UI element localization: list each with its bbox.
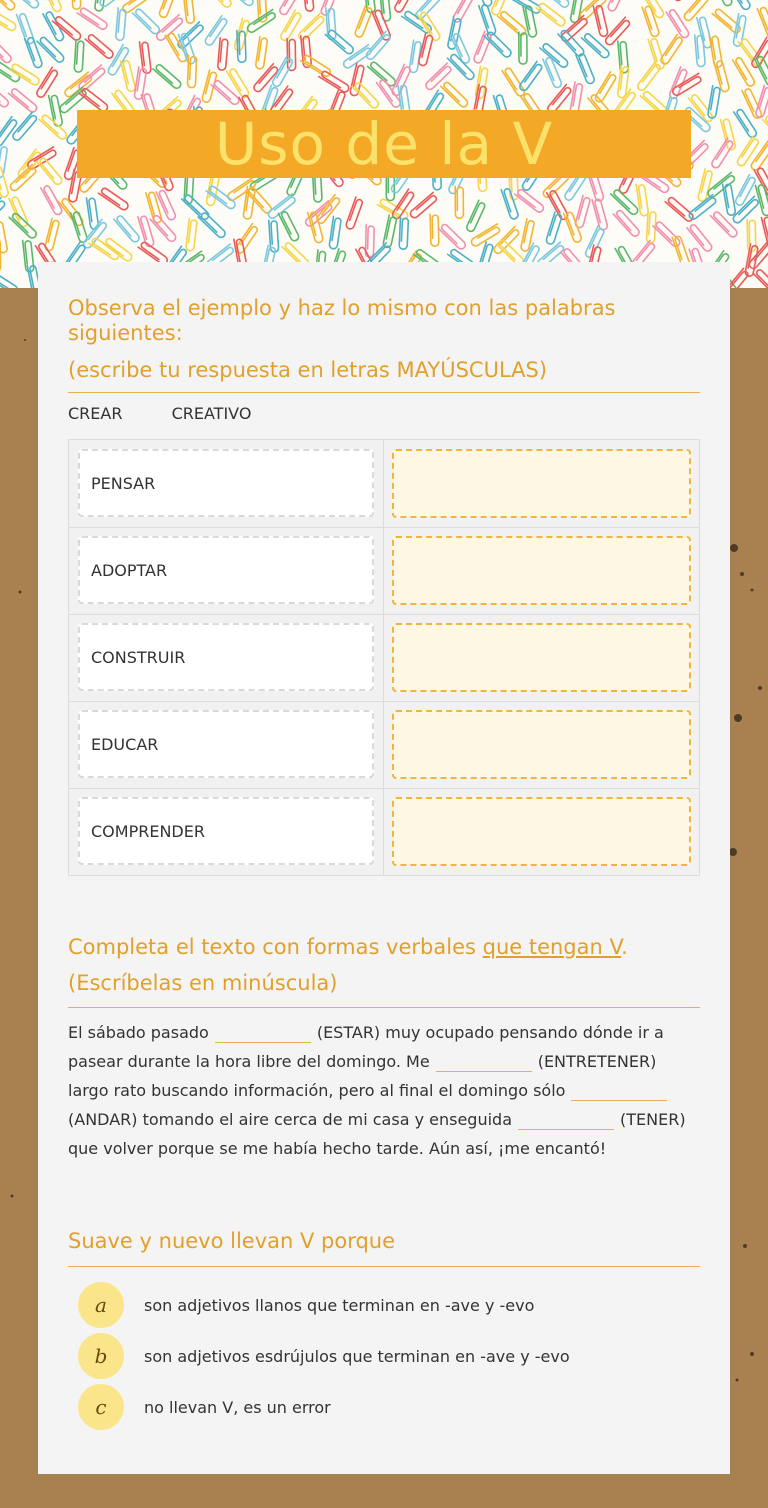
title-banner bbox=[77, 110, 691, 178]
page-title: Uso de la V bbox=[214, 110, 554, 178]
paperclip-icon bbox=[383, 215, 397, 248]
paperclip-icon bbox=[201, 70, 217, 103]
option-letter-bubble[interactable]: a bbox=[78, 1282, 124, 1328]
text-segment: El sábado pasado bbox=[68, 1023, 209, 1042]
source-word: ADOPTAR bbox=[78, 536, 374, 604]
paperclip-icon bbox=[734, 108, 758, 139]
paperclip-icon bbox=[695, 34, 706, 67]
paperclip-icon bbox=[0, 239, 1, 271]
paperclip-icon bbox=[399, 217, 408, 249]
paperclip-icon bbox=[712, 0, 733, 7]
paperclip-icon bbox=[99, 187, 130, 212]
paperclip-icon bbox=[520, 219, 534, 252]
paperclip-icon bbox=[607, 0, 628, 12]
paperclip-icon bbox=[37, 156, 64, 186]
paperclip-icon bbox=[380, 0, 391, 21]
paperclip-icon bbox=[77, 6, 108, 30]
paperclip-icon bbox=[85, 33, 115, 60]
source-word: EDUCAR bbox=[78, 710, 374, 778]
paperclip-icon bbox=[762, 0, 768, 6]
paperclip-icon bbox=[393, 0, 416, 13]
option-letter-bubble[interactable]: b bbox=[78, 1333, 124, 1379]
section2-divider bbox=[68, 1007, 700, 1008]
option-letter-bubble[interactable]: c bbox=[78, 1384, 124, 1430]
paperclip-icon bbox=[329, 216, 342, 249]
answer-input[interactable] bbox=[392, 797, 691, 866]
blank-input[interactable] bbox=[571, 1082, 667, 1101]
paperclip-icon bbox=[114, 214, 141, 243]
cell-divider bbox=[383, 527, 384, 614]
paperclip-icon bbox=[303, 0, 314, 11]
paperclip-icon bbox=[636, 62, 662, 92]
answer-input[interactable] bbox=[392, 536, 691, 605]
text-segment: (ESTAR) muy ocupado pensando dónde ir a pasear durante la hora libre del domingo. Me bbox=[68, 1023, 664, 1071]
paperclip-icon bbox=[687, 223, 713, 253]
cell-divider bbox=[383, 788, 384, 875]
paperclip-icon bbox=[753, 268, 768, 288]
example-pair bbox=[68, 404, 295, 423]
option-a[interactable] bbox=[78, 1281, 678, 1329]
section2-subtitle: (Escríbelas en minúscula) bbox=[68, 971, 338, 995]
paperclip-icon bbox=[368, 60, 397, 87]
paperclip-icon bbox=[183, 0, 195, 24]
paperclip-icon bbox=[72, 0, 80, 9]
section3-divider bbox=[68, 1266, 700, 1267]
paperclip-icon bbox=[237, 30, 246, 62]
paperclip-icon bbox=[0, 36, 13, 65]
paperclip-icon bbox=[642, 5, 660, 38]
paperclip-icon bbox=[543, 56, 563, 89]
text-segment: (ENTRETENER) largo rato buscando información, pero al final el domingo sólo bbox=[68, 1052, 657, 1100]
paperclip-icon bbox=[473, 31, 492, 64]
table-row bbox=[69, 527, 699, 615]
paperclip-icon bbox=[750, 141, 768, 172]
paperclip-icon bbox=[761, 216, 768, 249]
section1-note: (escribe tu respuesta en letras MAYÚSCULAS) bbox=[68, 358, 548, 382]
answer-input[interactable] bbox=[392, 623, 691, 692]
paperclip-icon bbox=[89, 237, 120, 261]
paperclip-icon bbox=[205, 0, 232, 9]
text-segment: (TENER) que volver porque se me había hecho tarde. Aún así, ¡me encantó! bbox=[68, 1110, 686, 1158]
answer-input[interactable] bbox=[392, 449, 691, 518]
table-row bbox=[69, 788, 699, 875]
paperclip-icon bbox=[441, 80, 470, 108]
paperclip-icon bbox=[150, 214, 177, 243]
paperclip-icon bbox=[158, 0, 177, 18]
source-word: COMPRENDER bbox=[78, 797, 374, 865]
paperclip-icon bbox=[584, 226, 605, 258]
paperclip-icon bbox=[342, 45, 373, 70]
section2-title bbox=[68, 935, 700, 960]
blank-input[interactable] bbox=[518, 1111, 614, 1130]
paperclip-icon bbox=[271, 56, 294, 88]
paperclip-icon bbox=[53, 15, 83, 42]
paperclip-icon bbox=[9, 63, 40, 87]
paperclip-icon bbox=[252, 64, 279, 93]
paperclip-icon bbox=[234, 18, 251, 51]
paperclip-icon bbox=[424, 63, 453, 91]
paperclip-icon bbox=[198, 211, 227, 239]
paperclip-icon bbox=[11, 112, 38, 141]
paperclip-icon bbox=[153, 63, 182, 90]
blank-input[interactable] bbox=[436, 1053, 532, 1072]
answer-input[interactable] bbox=[392, 710, 691, 779]
paperclip-icon bbox=[501, 187, 519, 220]
paperclip-icon bbox=[365, 31, 392, 60]
paperclip-icon bbox=[474, 0, 493, 7]
section2-title-period: . bbox=[621, 935, 628, 959]
option-text: son adjetivos esdrújulos que terminan en -ave y -evo bbox=[144, 1346, 570, 1366]
paperclip-icon bbox=[763, 114, 768, 143]
paperclip-icon bbox=[575, 195, 591, 228]
text-segment: (ANDAR) tomando el aire cerca de mi casa y enseguida bbox=[68, 1110, 512, 1129]
paperclip-icon bbox=[707, 86, 720, 119]
fill-in-paragraph bbox=[68, 1018, 700, 1163]
paperclip-icon bbox=[132, 7, 160, 35]
paperclip-icon bbox=[688, 195, 718, 221]
blank-input[interactable] bbox=[215, 1024, 311, 1043]
section1-instruction: Observa el ejemplo y haz lo mismo con las palabras siguientes: bbox=[68, 296, 616, 345]
paperclip-icon bbox=[0, 145, 8, 178]
paperclip-icon bbox=[447, 53, 475, 81]
paperclip-icon bbox=[709, 35, 722, 68]
paperclip-icon bbox=[204, 16, 229, 47]
paperclip-icon bbox=[594, 72, 617, 104]
paperclip-icon bbox=[255, 36, 268, 69]
paperclip-icon bbox=[301, 35, 312, 68]
cell-divider bbox=[383, 701, 384, 788]
source-word: CONSTRUIR bbox=[78, 623, 374, 691]
paperclip-icon bbox=[479, 3, 497, 36]
option-c[interactable] bbox=[78, 1383, 678, 1431]
section1-divider bbox=[68, 392, 700, 393]
table-row bbox=[69, 701, 699, 789]
table-row bbox=[69, 440, 699, 528]
option-text: no llevan V, es un error bbox=[144, 1397, 331, 1417]
paperclip-icon bbox=[734, 175, 756, 207]
paperclip-icon bbox=[465, 200, 486, 232]
paperclip-icon bbox=[41, 0, 62, 13]
paperclip-icon bbox=[227, 67, 250, 99]
paperclip-icon bbox=[455, 186, 463, 218]
paperclip-icon bbox=[319, 70, 350, 94]
paperclip-icon bbox=[326, 7, 336, 39]
paperclip-icon bbox=[592, 198, 608, 231]
paperclip-icon bbox=[515, 188, 545, 214]
paperclip-icon bbox=[736, 136, 760, 167]
table-row bbox=[69, 614, 699, 702]
paperclip-icon bbox=[723, 183, 736, 216]
paperclip-icon bbox=[438, 223, 467, 251]
paperclip-icon bbox=[71, 210, 88, 243]
paperclip-icon bbox=[74, 40, 84, 72]
cell-divider bbox=[383, 614, 384, 701]
paperclip-icon bbox=[44, 218, 60, 251]
paperclip-icon bbox=[246, 185, 273, 214]
example-answer: CREATIVO bbox=[171, 404, 252, 423]
paperclip-icon bbox=[0, 9, 17, 32]
cell-divider bbox=[383, 440, 384, 527]
worksheet-card bbox=[38, 262, 730, 1474]
section2-title-underlined: que tengan V bbox=[482, 935, 622, 959]
paperclip-icon bbox=[116, 8, 127, 41]
paperclip-icon bbox=[41, 184, 63, 216]
paperclip-icon bbox=[430, 214, 439, 246]
paperclip-icon bbox=[278, 210, 300, 242]
paperclip-icon bbox=[0, 0, 16, 11]
paperclip-icon bbox=[345, 197, 363, 230]
paperclip-icon bbox=[593, 4, 608, 37]
paperclip-icon bbox=[9, 212, 38, 240]
section2-title-text: Completa el texto con formas verbales bbox=[68, 935, 483, 959]
paperclip-icon bbox=[710, 138, 734, 169]
paperclip-icon bbox=[757, 6, 768, 39]
paperclip-icon bbox=[186, 218, 198, 251]
paperclip-icon bbox=[0, 81, 10, 108]
paperclip-icon bbox=[120, 59, 135, 92]
word-table bbox=[68, 439, 700, 876]
paperclip-icon bbox=[218, 38, 229, 71]
paperclip-icon bbox=[308, 211, 324, 244]
paperclip-icon bbox=[182, 193, 211, 221]
paperclip-icon bbox=[654, 0, 684, 2]
example-word: CREAR bbox=[68, 404, 123, 423]
header-banner bbox=[0, 0, 768, 288]
paperclip-icon bbox=[354, 5, 373, 38]
source-word: PENSAR bbox=[78, 449, 374, 517]
section3-question: Suave y nuevo llevan V porque bbox=[68, 1229, 396, 1253]
paperclip-icon bbox=[0, 271, 19, 288]
option-b[interactable] bbox=[78, 1332, 678, 1380]
option-text: son adjetivos llanos que terminan en -ave y -evo bbox=[144, 1295, 535, 1315]
paperclip-icon bbox=[0, 220, 8, 253]
paperclip-icon bbox=[576, 52, 595, 85]
paperclip-icon bbox=[519, 32, 527, 64]
paperclip-icon bbox=[579, 0, 608, 21]
paperclip-icon bbox=[8, 87, 38, 113]
